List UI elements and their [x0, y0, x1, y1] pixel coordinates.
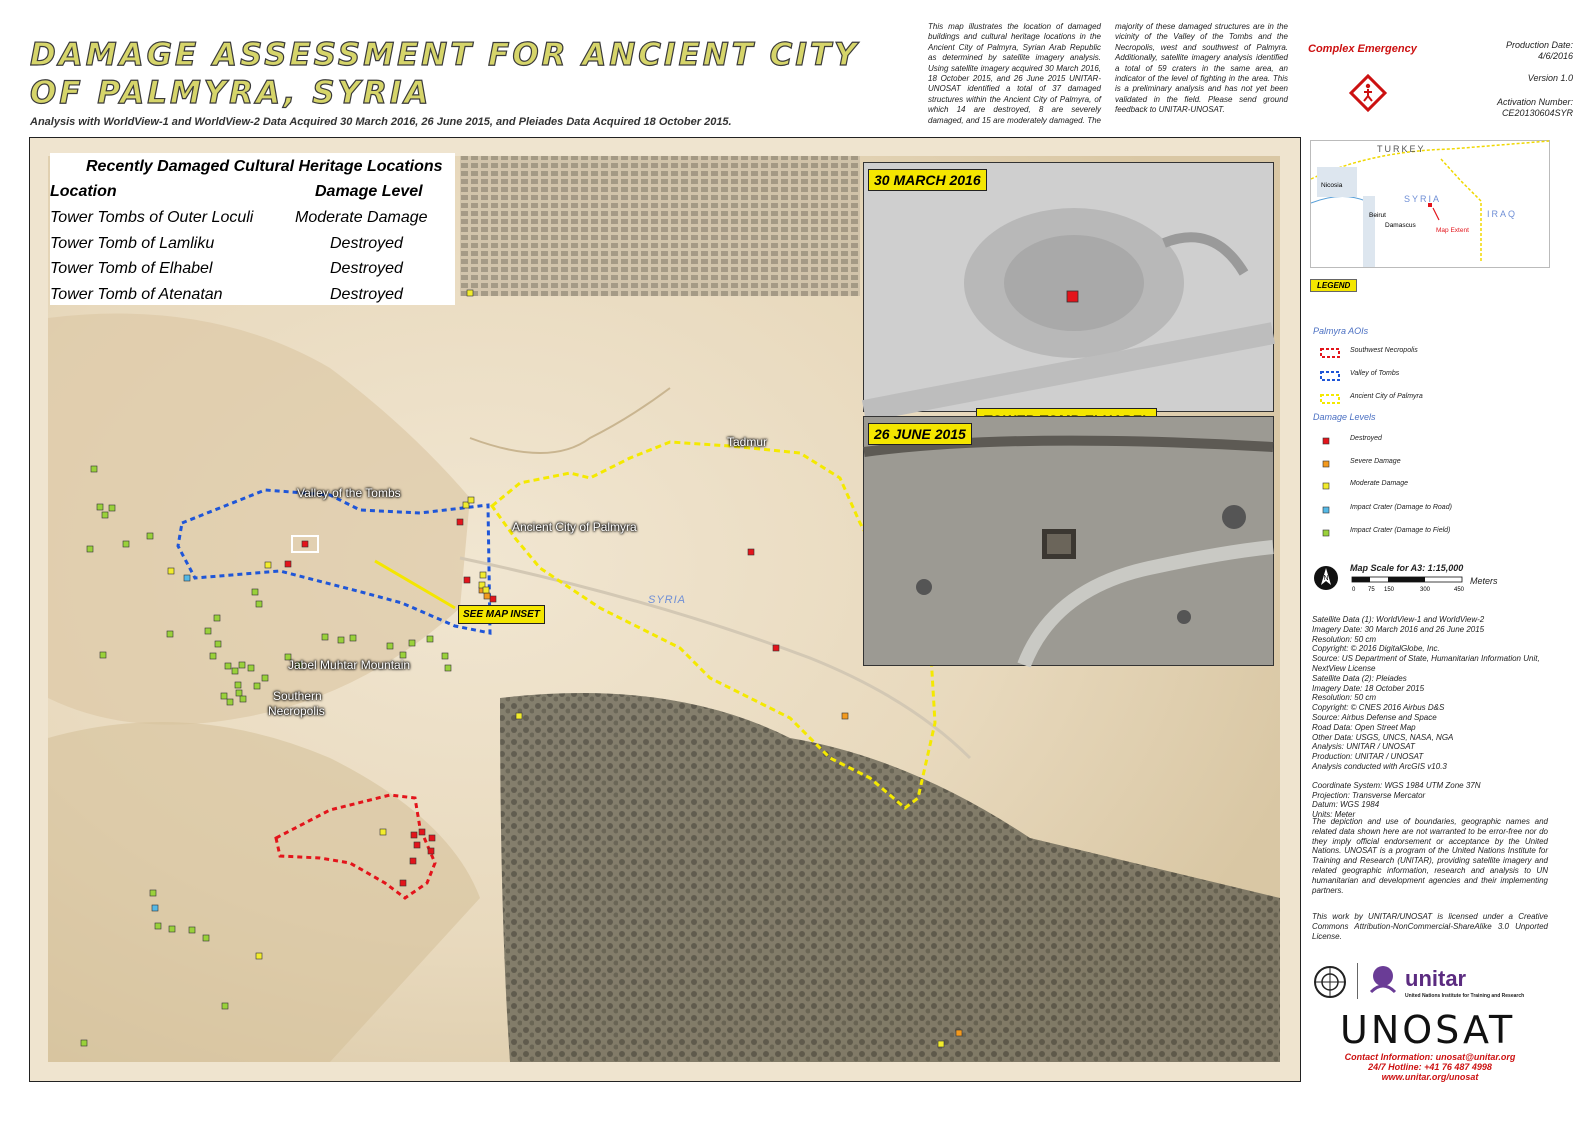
legend-label: Destroyed	[1350, 435, 1382, 442]
activation-label: Activation Number:	[1496, 97, 1573, 107]
damage-site-marker	[205, 628, 211, 634]
license: This work by UNITAR/UNOSAT is licensed under a Creative Commons Attribution-NonCommercial-ShareAlike 3.0 Unported License.	[1312, 912, 1548, 941]
damage-site-marker	[380, 829, 386, 835]
note-line: Analysis conducted with ArcGIS v10.3	[1312, 761, 1447, 771]
damage-site-marker	[773, 645, 779, 651]
legend-label: Southwest Necropolis	[1350, 347, 1418, 354]
destroyed-square-icon	[1320, 436, 1330, 446]
damage-site-marker	[222, 1003, 228, 1009]
unitar-logo-icon	[1365, 962, 1401, 996]
see-map-inset-label: SEE MAP INSET	[458, 605, 545, 624]
damage-site-marker	[256, 601, 262, 607]
map-title: DAMAGE ASSESSMENT FOR ANCIENT CITY OF PALMYRA, SYRIA	[30, 37, 860, 111]
dashed-outline-icon	[1320, 348, 1340, 358]
damage-site-marker	[302, 541, 308, 547]
note-line: Production: UNITAR / UNOSAT	[1312, 752, 1424, 762]
heritage-table	[50, 153, 455, 305]
main-map[interactable]	[29, 137, 1301, 1082]
damage-site-marker	[169, 926, 175, 932]
damage-site-marker	[516, 713, 522, 719]
label-syria: SYRIA	[648, 594, 687, 606]
locator-label-syria: SYRIA	[1404, 194, 1442, 204]
scale-tick: 0	[1352, 587, 1356, 593]
note-line: Analysis: UNITAR / UNOSAT	[1312, 742, 1415, 752]
contact-website[interactable]: www.unitar.org/unosat	[1381, 1072, 1479, 1082]
damage-site-marker	[429, 835, 435, 841]
note-line: Satellite Data (1): WorldView-1 and WorldView-2	[1312, 615, 1485, 624]
damage-site-marker	[184, 575, 190, 581]
legend-label: Moderate Damage	[1350, 480, 1408, 487]
version: Version 1.0	[1527, 73, 1573, 83]
heritage-damage: Destroyed	[330, 260, 403, 277]
scale-bar	[1350, 575, 1470, 597]
label-tadmur: Tadmur	[727, 435, 768, 449]
inset-bottom-imagery	[864, 417, 1273, 665]
heritage-location: Tower Tombs of Outer Loculi	[50, 209, 254, 226]
legend-tag: LEGEND	[1310, 279, 1357, 292]
inset-bottom-date: 26 JUNE 2015	[868, 423, 972, 445]
damage-site-marker	[468, 497, 474, 503]
damage-site-marker	[400, 880, 406, 886]
tower-tomb-elhabel-marker	[1067, 291, 1078, 302]
damage-site-marker	[467, 290, 473, 296]
heritage-damage: Destroyed	[330, 235, 403, 252]
note-line: Copyright: © CNES 2016 Airbus D&S	[1312, 703, 1445, 713]
contact-hotline[interactable]: 24/7 Hotline: +41 76 487 4998	[1368, 1062, 1492, 1072]
note-line: Road Data: Open Street Map	[1312, 722, 1416, 732]
damage-site-marker	[109, 505, 115, 511]
production-date: 4/6/2016	[1537, 51, 1573, 61]
damage-site-marker	[215, 641, 221, 647]
damage-site-marker	[152, 905, 158, 911]
damage-site-marker	[410, 858, 416, 864]
severe-square-icon	[1320, 459, 1330, 469]
locator-label-turkey: TURKEY	[1377, 144, 1426, 154]
note-line	[1312, 772, 1548, 781]
inset-top-imagery	[864, 163, 1273, 411]
label-southern: Southern	[273, 689, 322, 703]
label-necropolis: Necropolis	[268, 704, 325, 718]
legend-label: Severe Damage	[1350, 458, 1401, 465]
legend-label: Valley of Tombs	[1350, 370, 1400, 377]
note-line: Source: Airbus Defense and Space	[1312, 712, 1437, 722]
heritage-location: Tower Tomb of Elhabel	[50, 260, 213, 277]
damage-site-marker	[236, 690, 242, 696]
damage-site-marker	[123, 541, 129, 547]
damage-site-marker	[100, 652, 106, 658]
damage-site-marker	[239, 662, 245, 668]
damage-site-marker	[256, 953, 262, 959]
damage-site-marker	[414, 842, 420, 848]
scale-tick: 450	[1454, 587, 1465, 593]
damage-site-marker	[350, 635, 356, 641]
damage-site-marker	[445, 665, 451, 671]
crater-field-square-icon	[1320, 528, 1330, 538]
scale-tick: 300	[1420, 587, 1431, 593]
scale-tick: 75	[1368, 587, 1375, 593]
damage-site-marker	[240, 696, 246, 702]
un-emblem-icon	[1313, 965, 1347, 999]
damage-site-marker	[91, 466, 97, 472]
damage-site-marker	[248, 665, 254, 671]
damage-site-marker	[419, 829, 425, 835]
activation-number: CE20130604SYR	[1501, 108, 1573, 118]
damage-site-marker	[409, 640, 415, 646]
damage-site-marker	[167, 631, 173, 637]
label-valley-of-tombs: Valley of the Tombs	[297, 486, 401, 500]
scale-units: Meters	[1470, 576, 1498, 586]
damage-site-marker	[285, 561, 291, 567]
damage-site-marker	[956, 1030, 962, 1036]
data-sources	[1312, 615, 1548, 820]
locator-map-canvas	[1311, 141, 1549, 267]
note-line: Satellite Data (2): Pleiades	[1312, 673, 1407, 683]
note-line: Imagery Date: 18 October 2015	[1312, 683, 1425, 693]
damage-site-marker	[411, 832, 417, 838]
damage-site-marker	[842, 713, 848, 719]
damage-site-marker	[87, 546, 93, 552]
note-line: Resolution: 50 cm	[1312, 693, 1377, 703]
disclaimer: The depiction and use of boundaries, geographic names and related data shown here are not warranted to be error-free nor do they imply official endorsement or acceptance by the United Nations. UNOSAT is a program of the United Nations Institute for Training and Research (UNITAR), providing satellite imagery and related geographic information, research and analysis to UN humanitarian and development agencies and their implementing partners.	[1312, 817, 1548, 895]
scale-label: Map Scale for A3: 1:15,000	[1350, 563, 1464, 573]
damage-site-marker	[155, 923, 161, 929]
complex-emergency-icon	[1350, 75, 1386, 111]
damage-site-marker	[189, 927, 195, 933]
unitar-wordmark: unitar	[1405, 966, 1467, 991]
damage-site-marker	[203, 935, 209, 941]
damage-site-marker	[265, 562, 271, 568]
note-line: Projection: Transverse Mercator	[1312, 790, 1426, 800]
scale-tick: 150	[1384, 587, 1395, 593]
note-line: Units: Meter	[1312, 810, 1356, 820]
heritage-table-title: Recently Damaged Cultural Heritage Locations	[86, 158, 443, 175]
damage-site-marker	[338, 637, 344, 643]
emergency-type: Complex Emergency	[1308, 43, 1417, 55]
map-subtitle: Analysis with WorldView-1 and WorldView-2 Data Acquired 30 March 2016, 26 June 2015, and Pleiades Data Acquired 18 October 2015.	[30, 116, 732, 128]
heritage-col-location: Location	[50, 183, 117, 200]
note-line: Coordinate System: WGS 1984 UTM Zone 37N	[1312, 780, 1481, 790]
damage-site-marker	[254, 683, 260, 689]
damage-site-marker	[322, 634, 328, 640]
locator-label-damascus: Damascus	[1385, 222, 1416, 229]
damage-site-marker	[480, 572, 486, 578]
locator-map	[1310, 140, 1550, 268]
damage-site-marker	[262, 675, 268, 681]
logo-divider	[1357, 963, 1358, 999]
damage-site-marker	[442, 653, 448, 659]
damage-site-marker	[147, 533, 153, 539]
damage-site-marker	[81, 1040, 87, 1046]
legend-label: Impact Crater (Damage to Field)	[1350, 527, 1451, 534]
heritage-col-damage: Damage Level	[315, 183, 423, 200]
damage-site-marker	[221, 693, 227, 699]
inset-30-march-2016	[863, 162, 1274, 412]
contact-info	[1300, 1052, 1560, 1082]
note-line: Datum: WGS 1984	[1312, 800, 1380, 810]
damage-site-marker	[225, 663, 231, 669]
damage-site-marker	[252, 589, 258, 595]
note-line: Copyright: © 2016 DigitalGlobe, Inc.	[1312, 644, 1440, 654]
unitar-subtitle: United Nations Institute for Training and Research	[1405, 993, 1525, 999]
summary-text: This map illustrates the location of damaged buildings and cultural heritage locations in the Ancient City of Palmyra, Syrian Arab Republic as determined by satellite imagery analysis. Using satellite imagery acquired 30 March 2016, 18 October 2015, and 26 June 2015 UNITAR-UNOSAT identified a total of 37 damaged structures within the Ancient City of Palmyra, of which 14 are destroyed, 8 are severely damaged, and 15 are moderately damaged. The majority of these damaged structures are in the vicinity of the Valley of the Tombs and the Necropolis, west and southwest of Palmyra. Additionally, satellite imagery analysis identified a total of 59 craters in the same area, an indicator of the level of fighting in the area. This is a preliminary analysis and has not yet been validated in the field. Please send ground feedback to UNITAR-UNOSAT.	[928, 22, 1288, 125]
damage-site-marker	[464, 577, 470, 583]
unosat-wordmark: UNOSAT	[1340, 1008, 1516, 1052]
locator-label-map-extent: Map Extent	[1436, 227, 1469, 234]
heritage-location: Tower Tomb of Atenatan	[50, 286, 223, 303]
note-line: Resolution: 50 cm	[1312, 634, 1377, 644]
legend-damage-heading: Damage Levels	[1313, 412, 1376, 422]
inset-26-june-2015	[863, 416, 1274, 666]
dashed-outline-icon	[1320, 371, 1340, 381]
legend-label: Impact Crater (Damage to Road)	[1350, 504, 1452, 511]
damage-site-marker	[457, 519, 463, 525]
damage-site-marker	[97, 504, 103, 510]
locator-label-nicosia: Nicosia	[1321, 182, 1343, 189]
production-date-label: Production Date:	[1505, 40, 1573, 50]
damage-site-marker	[232, 668, 238, 674]
note-line: Other Data: USGS, UNCS, NASA, NGA	[1312, 732, 1454, 742]
locator-label-beirut: Beirut	[1369, 212, 1386, 219]
damage-site-marker	[214, 615, 220, 621]
damage-site-marker	[102, 512, 108, 518]
inset-top-date: 30 MARCH 2016	[868, 169, 987, 191]
damage-site-marker	[235, 682, 241, 688]
north-arrow-icon	[1313, 565, 1339, 591]
label-jabel-muhtar: Jabel Muhtar Mountain	[288, 658, 411, 672]
damage-site-marker	[748, 549, 754, 555]
damage-site-marker	[483, 587, 489, 593]
dashed-outline-icon	[1320, 394, 1340, 404]
svg-text:N: N	[1323, 575, 1329, 582]
heritage-location: Tower Tomb of Lamliku	[50, 235, 215, 252]
legend-aoi-heading: Palmyra AOIs	[1313, 326, 1369, 336]
damage-site-marker	[210, 653, 216, 659]
damage-site-marker	[490, 596, 496, 602]
damage-site-marker	[938, 1041, 944, 1047]
damage-site-marker	[387, 643, 393, 649]
damage-site-marker	[428, 848, 434, 854]
heritage-damage: Destroyed	[330, 286, 403, 303]
damage-site-marker	[427, 636, 433, 642]
locator-label-iraq: IRAQ	[1487, 209, 1518, 219]
legend-label: Ancient City of Palmyra	[1350, 393, 1423, 400]
damage-site-marker	[150, 890, 156, 896]
note-line: Imagery Date: 30 March 2016 and 26 June 2015	[1312, 624, 1485, 634]
label-ancient-city: Ancient City of Palmyra	[512, 520, 637, 534]
damage-site-marker	[227, 699, 233, 705]
crater-road-square-icon	[1320, 505, 1330, 515]
contact-email[interactable]: Contact Information: unosat@unitar.org	[1344, 1052, 1516, 1062]
note-line: Source: US Department of State, Humanitarian Information Unit, NextView License	[1312, 654, 1540, 673]
damage-site-marker	[484, 593, 490, 599]
damage-site-marker	[168, 568, 174, 574]
moderate-square-icon	[1320, 481, 1330, 491]
heritage-damage: Moderate Damage	[295, 209, 428, 226]
